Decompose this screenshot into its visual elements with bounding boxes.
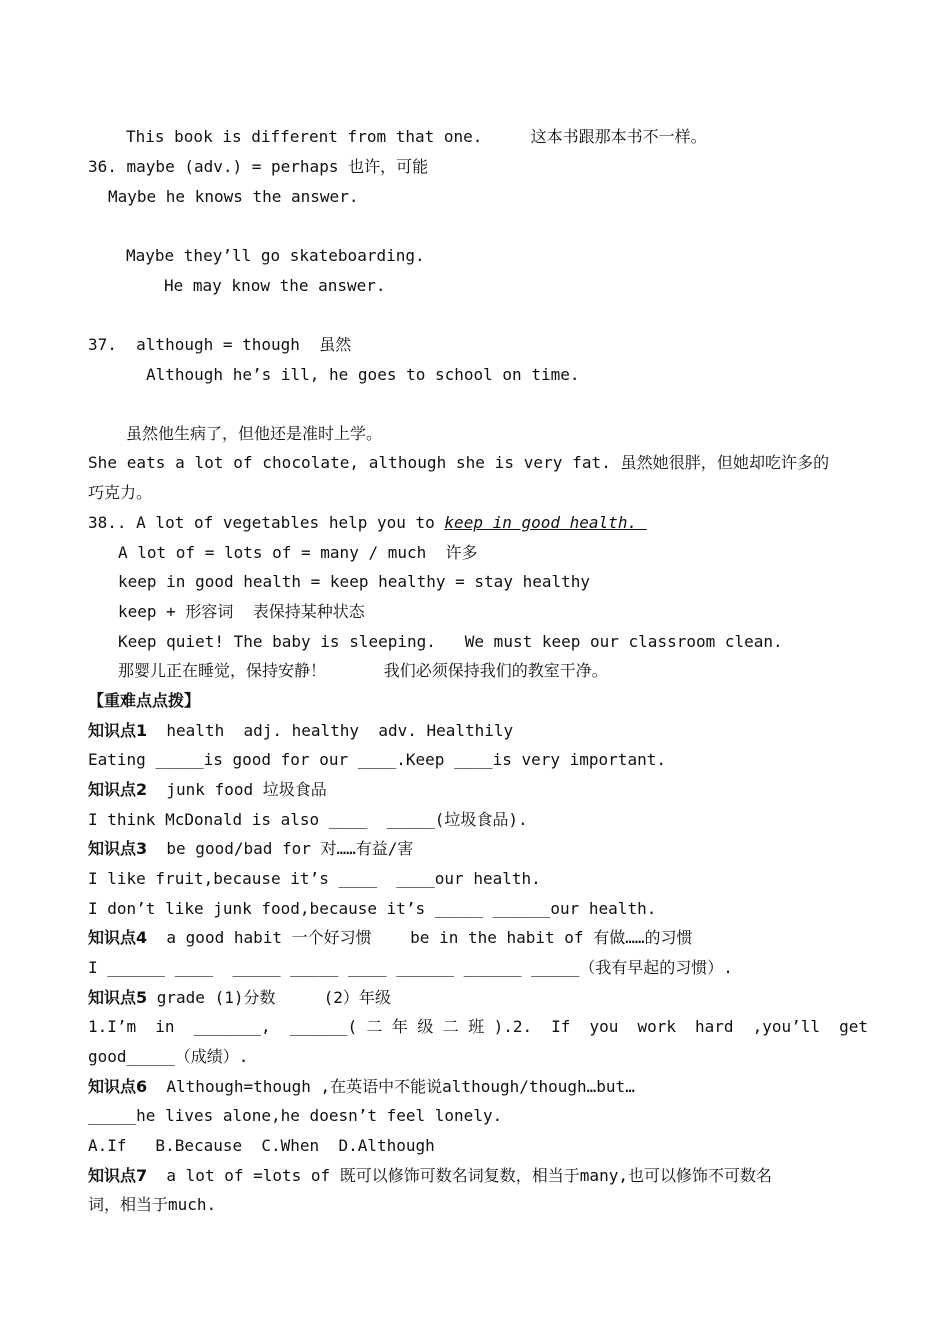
knowledge-point-2 xyxy=(88,779,868,801)
knowledge-point-6 xyxy=(88,1076,868,1098)
kp1-text: health adj. healthy adv. Healthily xyxy=(147,721,514,740)
kp7-text: a lot of =lots of 既可以修饰可数名词复数，相当于many,也可以修饰不可数名 xyxy=(147,1166,772,1185)
note-a-lot-of: A lot of = lots of = many / much 许多 xyxy=(118,543,478,562)
example-keep-quiet-translation: 那婴儿正在睡觉，保持安静！ 我们必须保持我们的教室干净。 xyxy=(118,661,608,680)
kp1-exercise: Eating _____is good for our ____.Keep ____is very important. xyxy=(88,750,666,769)
kp5-exercise-2: good_____（成绩）. xyxy=(88,1047,249,1066)
example-different: This book is different from that one. 这本书跟那本书不一样。 xyxy=(126,127,707,146)
example-keep-quiet: Keep quiet! The baby is sleeping. We must keep our classroom clean. xyxy=(118,632,783,651)
knowledge-point-3 xyxy=(88,838,868,860)
item-37-heading: 37. although = though 虽然 xyxy=(88,335,352,354)
kp2-label: 知识点2 xyxy=(88,780,148,799)
example-maybe-1: Maybe he knows the answer. xyxy=(108,187,359,206)
knowledge-point-1 xyxy=(88,720,868,742)
example-maybe-2: Maybe they’ll go skateboarding. xyxy=(126,246,425,265)
item-38-underlined: keep in good health. xyxy=(444,513,647,532)
kp7-text-cont: 词，相当于much. xyxy=(88,1195,217,1214)
example-although: Although he’s ill, he goes to school on time. xyxy=(146,365,580,384)
kp6-text: Although=though ,在英语中不能说although/though…but… xyxy=(147,1077,635,1096)
kp7-label: 知识点7 xyxy=(88,1166,148,1185)
kp4-exercise: I ______ ____ _____ _____ ____ ______ ______ _____（我有早起的习惯）. xyxy=(88,958,733,977)
knowledge-point-7 xyxy=(88,1165,868,1187)
kp3-label: 知识点3 xyxy=(88,839,148,858)
kp2-text: junk food 垃圾食品 xyxy=(147,780,327,799)
knowledge-point-5 xyxy=(88,987,868,1009)
kp1-label: 知识点1 xyxy=(88,721,148,740)
kp5-label: 知识点5 xyxy=(88,988,148,1007)
kp6-exercise: _____he lives alone,he doesn’t feel lonely. xyxy=(88,1106,503,1125)
item-38-text: 38.. A lot of vegetables help you to xyxy=(88,513,445,532)
item-38-heading xyxy=(88,512,868,534)
kp4-text: a good habit 一个好习惯 be in the habit of 有做……的习惯 xyxy=(147,928,693,947)
kp4-label: 知识点4 xyxy=(88,928,148,947)
example-chocolate-cont: 巧克力。 xyxy=(88,483,153,502)
kp5-text: grade (1)分数 (2）年级 xyxy=(147,988,391,1007)
item-36-heading: 36. maybe (adv.) = perhaps 也许，可能 xyxy=(88,157,429,176)
example-chocolate: She eats a lot of chocolate, although she is very fat. 虽然她很胖，但她却吃许多的 xyxy=(88,453,830,472)
kp6-options: A.If B.Because C.When D.Although xyxy=(88,1136,435,1155)
note-keep-healthy: keep in good health = keep healthy = stay healthy xyxy=(118,572,591,591)
kp3-text: be good/bad for 对……有益/害 xyxy=(147,839,414,858)
kp6-label: 知识点6 xyxy=(88,1077,148,1096)
kp3-exercise-1: I like fruit,because it’s ____ ____our health. xyxy=(88,869,541,888)
knowledge-point-4 xyxy=(88,927,868,949)
note-keep-adj: keep + 形容词 表保持某种状态 xyxy=(118,602,365,621)
kp2-exercise: I think McDonald is also ____ _____(垃圾食品). xyxy=(88,810,528,829)
section-heading-key-points: 【重难点点拨】 xyxy=(88,691,201,710)
kp5-exercise-1: 1.I’m in _______, ______(二年级二班).2. If you work hard ,you’ll get xyxy=(88,1017,868,1036)
kp3-exercise-2: I don’t like junk food,because it’s _____ ______our health. xyxy=(88,899,657,918)
example-although-translation: 虽然他生病了，但他还是准时上学。 xyxy=(126,424,383,443)
example-may: He may know the answer. xyxy=(164,276,386,295)
